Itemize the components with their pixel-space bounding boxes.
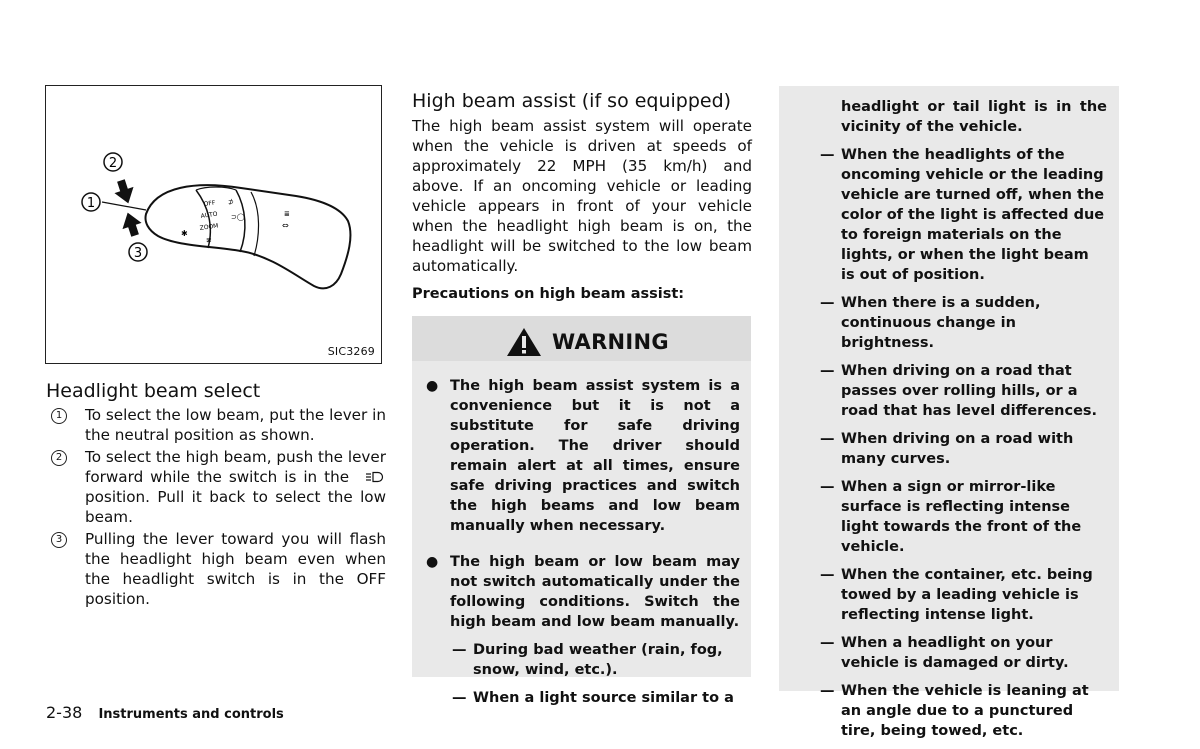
- warning-box: [412, 316, 751, 706]
- svg-text:1: 1: [86, 196, 96, 211]
- lever-mark-dim: ⊅: [228, 198, 234, 206]
- step-text: Pulling the lever toward you will flash the headlight high beam even when the headlight switch is in the OFF position.: [85, 530, 386, 608]
- svg-text:3: 3: [133, 246, 143, 261]
- lever-illustration: [46, 86, 381, 363]
- step-3: [46, 529, 386, 609]
- condition-continuation: headlight or tail light is in the vicinity of the vehicle.: [841, 99, 1107, 135]
- headlight-section-title: Headlight beam select: [46, 380, 261, 402]
- svg-text:2: 2: [108, 156, 118, 171]
- headlight-steps: [46, 405, 386, 611]
- step-2: [46, 447, 386, 527]
- lever-mark-auto: AUTO: [200, 210, 219, 220]
- condition-item: — When driving on a road with many curves.: [820, 431, 1074, 467]
- warning-box-continued: [779, 86, 1119, 739]
- step-text-after: position. Pull it back to select the low beam.: [85, 488, 386, 526]
- callout-1: [82, 193, 100, 211]
- condition-item: — When driving on a road that passes over rolling hills, or a road that has level differences.: [820, 363, 1098, 419]
- warning-body: [424, 376, 740, 716]
- lever-mark-highbeam: ⇔: [282, 221, 289, 230]
- lever-mark-zoom: ZOOM: [199, 222, 219, 232]
- callout-3: [129, 243, 147, 261]
- figure-code: SIC3269: [327, 345, 375, 358]
- condition-item: — When the headlights of the oncoming vehicle or the leading vehicle are turned off, when the color of the light is affected due to foreign materials on the lights, or when the light beam is out of position.: [820, 147, 1105, 283]
- lever-mark-park: ⊃◯: [231, 213, 245, 221]
- precautions-title: Precautions on high beam assist:: [412, 286, 685, 302]
- headlight-icon: [356, 471, 386, 483]
- callout-2: [104, 153, 122, 171]
- condition-item: — When the vehicle is leaning at an angle due to a punctured tire, being towed, etc.: [820, 683, 1089, 739]
- bullet-dot: ●: [426, 554, 439, 570]
- warning-label: WARNING: [552, 330, 669, 354]
- step-number: 2: [51, 450, 67, 466]
- condition-item: — When the container, etc. being towed by a leading vehicle is reflecting intense light.: [820, 567, 1093, 623]
- lever-mark-fog: ≢: [206, 236, 212, 244]
- warning-header: [412, 316, 751, 361]
- page-footer: [46, 703, 284, 722]
- page-number: 2-38: [46, 703, 83, 722]
- pull-back-arrow-icon: [118, 210, 144, 239]
- step-number: 1: [51, 408, 67, 424]
- warning-triangle-icon: [506, 327, 542, 357]
- lever-mark-off: OFF: [203, 199, 216, 208]
- section-name: Instruments and controls: [98, 707, 284, 722]
- condition-item: — When a light source similar to a: [452, 690, 734, 706]
- condition-item: — When there is a sudden, continuous change in brightness.: [820, 295, 1041, 351]
- warning-body-continued: [795, 97, 1107, 749]
- condition-item: — When a headlight on your vehicle is damaged or dirty.: [820, 635, 1069, 671]
- lever-mark-light: ✱: [181, 229, 188, 238]
- step-text-before: To select the high beam, push the lever forward while the switch is in the: [85, 448, 386, 486]
- condition-item: — During bad weather (rain, fog, snow, wind, etc.).: [452, 642, 723, 678]
- push-forward-arrow-icon: [111, 177, 137, 206]
- high-beam-assist-body: The high beam assist system will operate when the vehicle is driven at speeds of approximately 22 MPH (35 km/h) and above. If an oncoming vehicle or leading vehicle appears in front of your vehicle when the headlight high beam is on, the headlight will be switched to the low beam automatically.: [412, 117, 752, 275]
- warning-bullet: ● The high beam or low beam may not switch automatically under the following conditions. Switch the high beam and low beam manually.: [426, 554, 740, 630]
- step-number: 3: [51, 532, 67, 548]
- step-text: To select the low beam, put the lever in the neutral position as shown.: [85, 406, 386, 444]
- lever-mark-turn: ≣: [284, 210, 290, 218]
- lever-figure: [45, 85, 382, 364]
- high-beam-assist-title: High beam assist (if so equipped): [412, 90, 732, 112]
- bullet-dot: ●: [426, 378, 439, 394]
- warning-bullet: ● The high beam assist system is a convenience but it is not a substitute for safe driving operation. The driver should remain alert at all times, ensure safe driving practices and switch the high beams and low beam manually when necessary.: [426, 378, 740, 534]
- high-beam-assist-section: [412, 90, 752, 302]
- condition-item: — When a sign or mirror-like surface is reflecting intense light towards the front of the vehicle.: [820, 479, 1082, 555]
- step-1: [46, 405, 386, 445]
